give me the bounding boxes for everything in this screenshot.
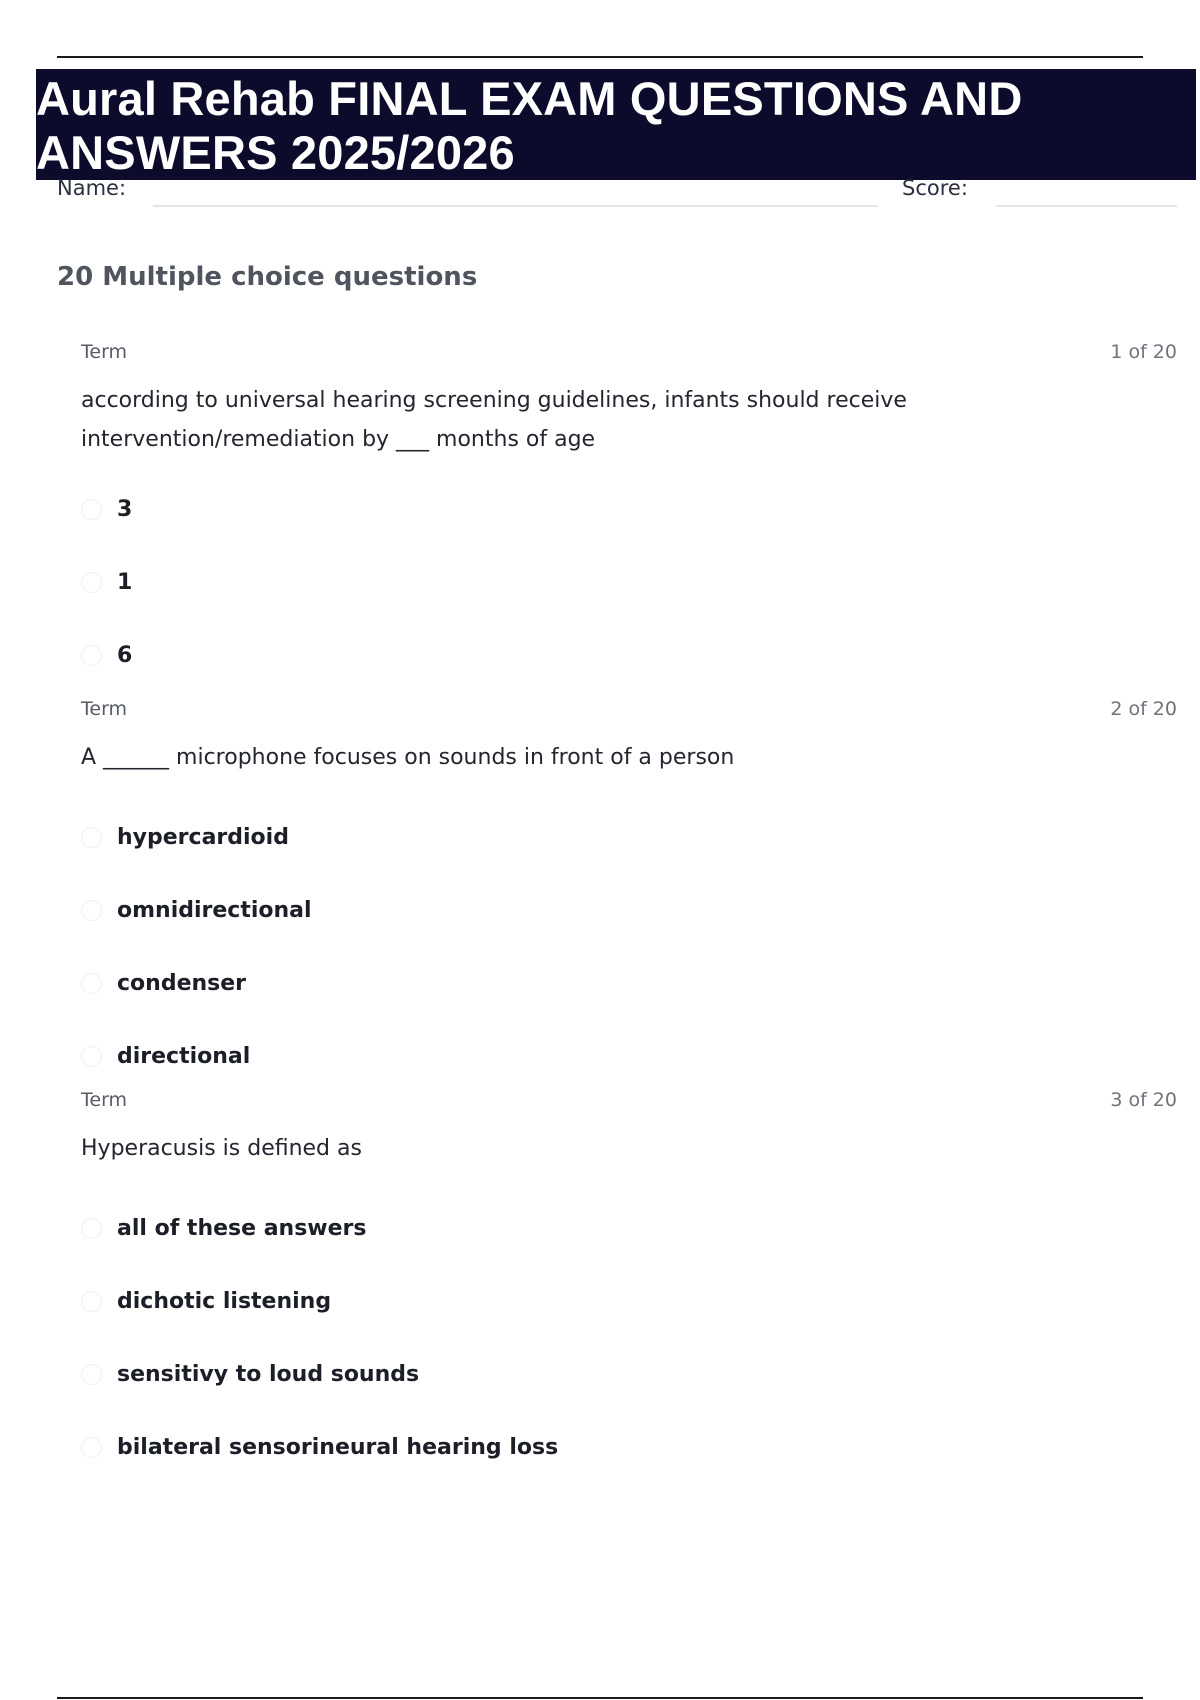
name-label: Name: <box>57 176 127 200</box>
term-label: Term <box>81 1089 128 1111</box>
radio-button[interactable] <box>81 1046 102 1067</box>
answer-option[interactable] <box>81 1192 1177 1265</box>
option-list <box>81 1192 1177 1484</box>
answer-option[interactable] <box>81 947 1177 1020</box>
option-label: 3 <box>117 497 133 522</box>
section-heading: 20 Multiple choice questions <box>57 262 478 292</box>
question-text: A ______ microphone focuses on sounds in front of a person <box>81 745 735 770</box>
name-field[interactable] <box>153 205 878 207</box>
radio-button[interactable] <box>81 973 102 994</box>
radio-button[interactable] <box>81 645 102 666</box>
name-score-row <box>57 176 1177 206</box>
question-counter: 2 of 20 <box>1110 698 1177 720</box>
answer-option[interactable] <box>81 1338 1177 1411</box>
option-list <box>81 801 1177 1093</box>
top-rule <box>57 56 1143 58</box>
radio-button[interactable] <box>81 499 102 520</box>
question-header <box>81 698 1177 724</box>
option-label: hypercardioid <box>117 825 289 850</box>
answer-option[interactable] <box>81 619 1177 692</box>
radio-button[interactable] <box>81 900 102 921</box>
answer-option[interactable] <box>81 473 1177 546</box>
question-counter: 3 of 20 <box>1110 1089 1177 1111</box>
question-card <box>81 341 1177 692</box>
option-label: sensitivy to loud sounds <box>117 1362 420 1387</box>
question-card <box>81 698 1177 1093</box>
radio-button[interactable] <box>81 1291 102 1312</box>
radio-button[interactable] <box>81 1437 102 1458</box>
answer-option[interactable] <box>81 546 1177 619</box>
score-field[interactable] <box>996 205 1177 207</box>
radio-button[interactable] <box>81 827 102 848</box>
option-label: omnidirectional <box>117 898 312 923</box>
answer-option[interactable] <box>81 801 1177 874</box>
term-label: Term <box>81 698 128 720</box>
term-label: Term <box>81 341 128 363</box>
question-header <box>81 1089 1177 1115</box>
option-label: 1 <box>117 570 133 595</box>
question-text: according to universal hearing screening guidelines, infants should receive intervention/remediation by ___ months of age <box>81 388 907 452</box>
question-text: Hyperacusis is defined as <box>81 1136 362 1161</box>
question-counter: 1 of 20 <box>1110 341 1177 363</box>
bottom-rule <box>57 1697 1143 1699</box>
question-header <box>81 341 1177 367</box>
option-label: 6 <box>117 643 133 668</box>
option-label: all of these answers <box>117 1216 367 1241</box>
document-title: Aural Rehab FINAL EXAM QUESTIONS AND ANSWERS 2025/2026 <box>36 72 1023 179</box>
answer-option[interactable] <box>81 874 1177 947</box>
radio-button[interactable] <box>81 572 102 593</box>
answer-option[interactable] <box>81 1265 1177 1338</box>
answer-option[interactable] <box>81 1020 1177 1093</box>
option-label: condenser <box>117 971 247 996</box>
option-label: directional <box>117 1044 251 1069</box>
radio-button[interactable] <box>81 1218 102 1239</box>
answer-option[interactable] <box>81 1411 1177 1484</box>
option-label: bilateral sensorineural hearing loss <box>117 1435 559 1460</box>
title-banner <box>36 69 1196 180</box>
score-label: Score: <box>902 176 968 200</box>
radio-button[interactable] <box>81 1364 102 1385</box>
option-list <box>81 473 1177 692</box>
question-card <box>81 1089 1177 1484</box>
option-label: dichotic listening <box>117 1289 332 1314</box>
